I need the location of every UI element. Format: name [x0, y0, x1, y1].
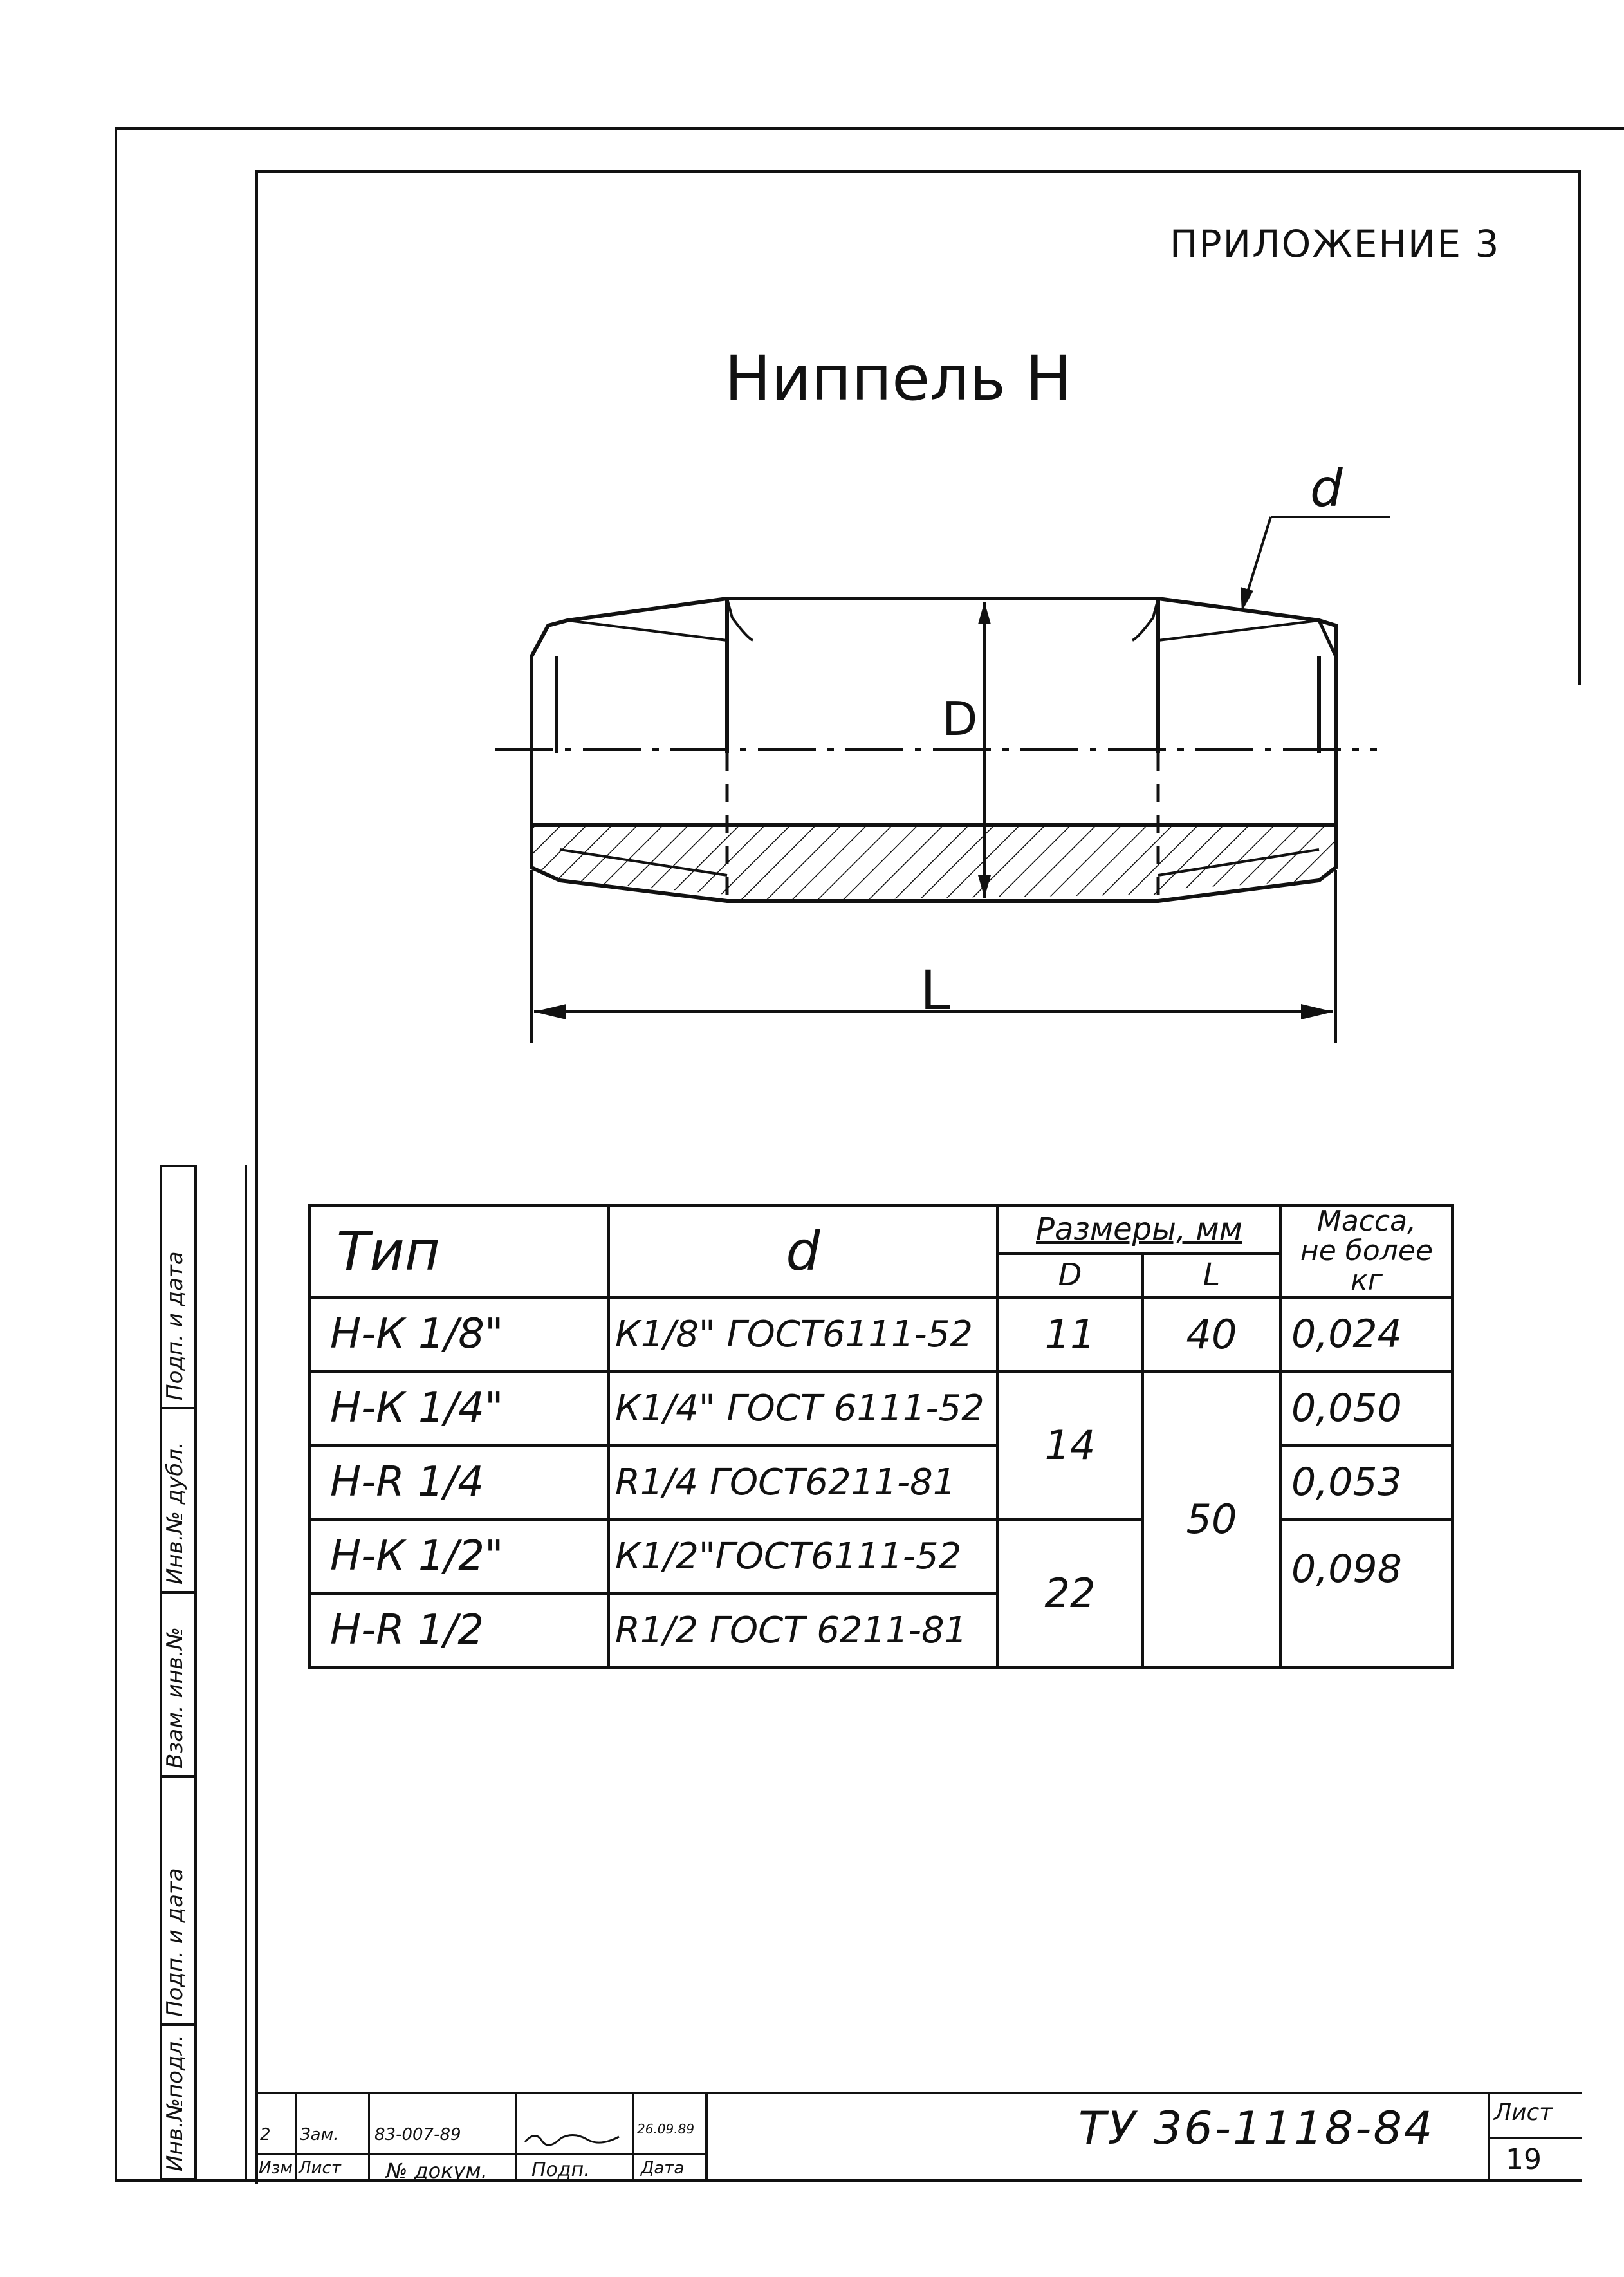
rev-doc: 83-007-89: [374, 2125, 461, 2144]
side-stamp-orig-inv: Инв.№подл.: [162, 2034, 188, 2171]
header-mass-line3: кг: [1351, 1264, 1383, 1297]
cell-d: R1/2 ГОСТ 6211-81: [609, 1594, 998, 1668]
label-L: L: [920, 959, 950, 1022]
header-D: D: [998, 1253, 1143, 1297]
cell-D: 14: [998, 1371, 1143, 1520]
rev-signature: [522, 2128, 625, 2147]
document-code: ТУ 36-1118-84: [1078, 2102, 1435, 2155]
header-mass-line1: Масса,: [1316, 1205, 1417, 1238]
side-stamp-sign-date-1: Подп. и дата: [162, 1251, 188, 1400]
header-dimensions: Размеры, мм: [998, 1205, 1281, 1254]
outer-frame-left: [115, 127, 117, 2180]
cell-mass: 0,024: [1281, 1297, 1453, 1371]
col-sign: Подп.: [531, 2159, 590, 2181]
tb-divider: [1488, 2092, 1490, 2180]
table-header-row: [309, 1205, 1453, 1254]
cell-type: Н-К 1/4": [309, 1371, 609, 1445]
inner-frame-top: [256, 170, 1580, 173]
cell-type: Н-R 1/4: [309, 1445, 609, 1520]
inner-frame-right: [1578, 170, 1581, 685]
col-doc: № докум.: [386, 2159, 488, 2183]
cell-L: 50: [1143, 1371, 1281, 1668]
side-stamp-cell-2: [160, 1407, 197, 1594]
cell-type: Н-R 1/2: [309, 1594, 609, 1668]
inner-frame-left: [255, 170, 258, 2184]
page-title: Ниппель Н: [724, 342, 1072, 414]
header-d: d: [609, 1205, 998, 1297]
tb-divider: [515, 2092, 517, 2180]
tb-divider: [632, 2092, 634, 2180]
header-mass-line2: не более: [1300, 1234, 1434, 1267]
title-block-top-line: [255, 2092, 1582, 2094]
label-d: d: [1310, 458, 1343, 518]
cell-d: К1/2"ГОСТ6111-52: [609, 1520, 998, 1594]
tb-divider: [295, 2092, 297, 2180]
cell-mass: 0,053: [1281, 1445, 1453, 1520]
table-row: [309, 1297, 1453, 1371]
nipple-drawing: [489, 463, 1416, 1068]
rev-date: 26.09.89: [637, 2121, 695, 2137]
side-stamp-dup-inv: Инв.№ дубл.: [162, 1442, 188, 1585]
side-stamp-cell-5: [160, 2023, 197, 2180]
header-type: Тип: [309, 1205, 609, 1297]
appendix-label: ПРИЛОЖЕНИЕ 3: [1170, 222, 1500, 266]
cell-mass: 0,098: [1281, 1520, 1453, 1668]
header-mass: [1281, 1205, 1453, 1297]
inner-frame-bottom: [115, 2179, 1582, 2182]
table-row: [309, 1445, 1453, 1520]
cell-D: 22: [998, 1520, 1143, 1668]
cell-L: 40: [1143, 1297, 1281, 1371]
tb-divider: [1488, 2137, 1582, 2139]
label-D: D: [942, 692, 978, 746]
cell-type: Н-К 1/8": [309, 1297, 609, 1371]
side-stamp-inner-line: [245, 1165, 247, 2180]
col-date: Дата: [641, 2159, 685, 2178]
side-stamp-sign-date-2: Подп. и дата: [162, 1868, 188, 2017]
cell-d: R1/4 ГОСТ6211-81: [609, 1445, 998, 1520]
col-izm: Изм: [259, 2159, 293, 2178]
sheet-label: Лист: [1494, 2099, 1553, 2126]
tb-divider: [368, 2092, 370, 2180]
outer-frame-top: [115, 127, 1624, 130]
rev-change: Зам.: [300, 2125, 339, 2144]
cell-D: 11: [998, 1297, 1143, 1371]
cell-d: К1/8" ГОСТ6111-52: [609, 1297, 998, 1371]
cell-type: Н-К 1/2": [309, 1520, 609, 1594]
tb-divider: [705, 2092, 708, 2180]
title-block-mid-line: [255, 2153, 705, 2155]
cell-d: К1/4" ГОСТ 6111-52: [609, 1371, 998, 1445]
rev-number: 2: [260, 2125, 271, 2144]
header-L: L: [1143, 1253, 1281, 1297]
side-stamp-cell-4: [160, 1775, 197, 2026]
spec-table: [308, 1204, 1454, 1669]
col-list: Лист: [299, 2159, 341, 2178]
table-row: [309, 1520, 1453, 1594]
side-stamp-cell-1: [160, 1165, 197, 1409]
table-row: [309, 1371, 1453, 1445]
sheet-number: 19: [1506, 2143, 1542, 2176]
side-stamp-cell-3: [160, 1591, 197, 1778]
cell-mass: 0,050: [1281, 1371, 1453, 1445]
side-stamp-replace-inv: Взам. инв.№: [162, 1626, 188, 1769]
